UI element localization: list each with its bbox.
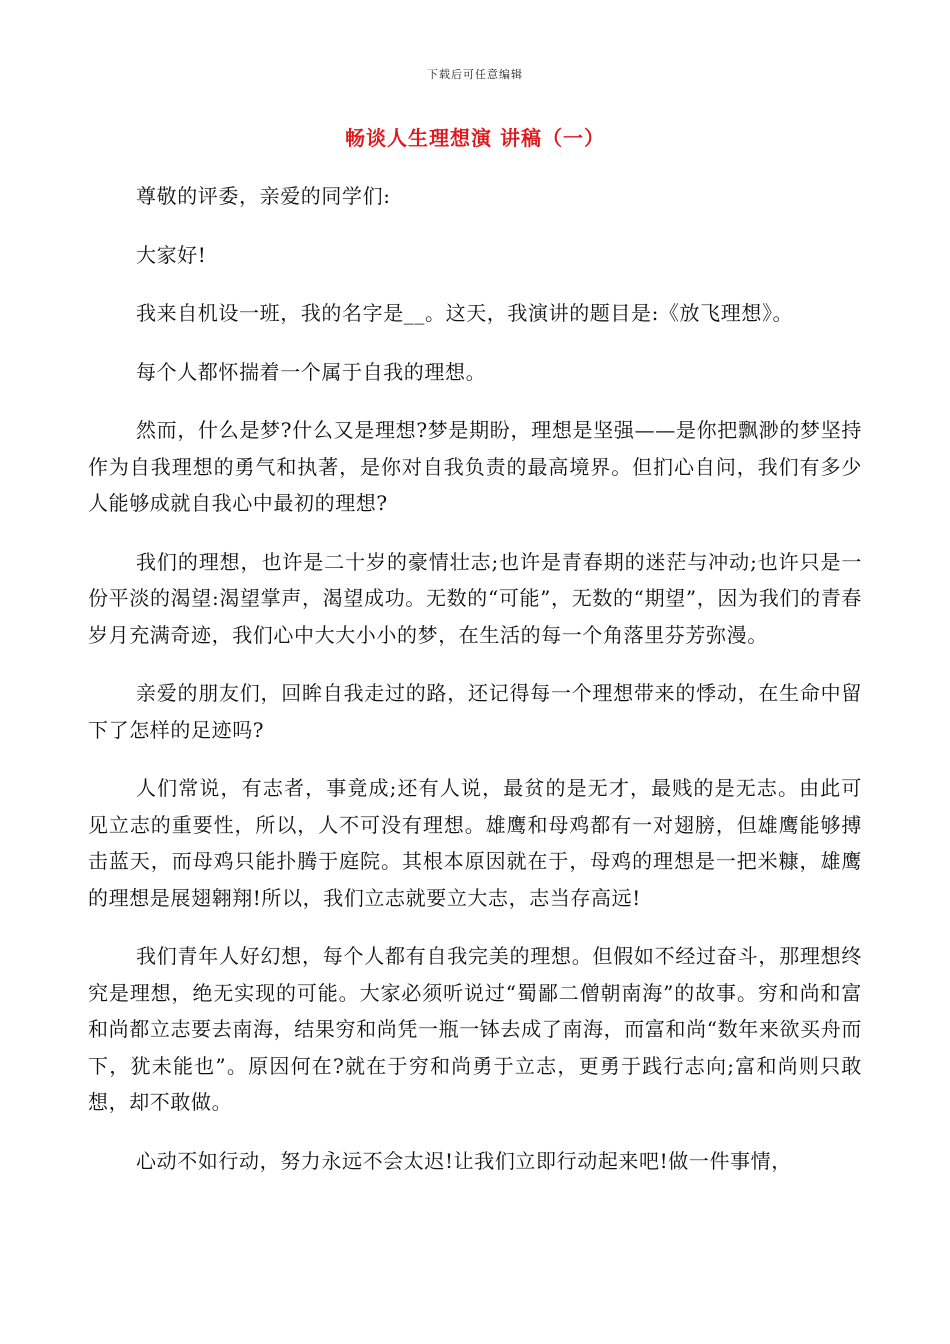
paragraph: 人们常说，有志者，事竟成;还有人说，最贫的是无才，最贱的是无志。由此可见立志的重要性，所以，人不可没有理想。雄鹰和母鸡都有一对翅膀，但雄鹰能够搏击蓝天，而母鸡只能扑腾于庭院。其根本原因就在于，母鸡的理想是一把米糠，雄鹰的理想是展翅翱翔!所以，我们立志就要立大志，志当存高远! (88, 776, 862, 910)
paragraph: 我们的理想，也许是二十岁的豪情壮志;也许是青春期的迷茫与冲动;也许只是一份平淡的渴望:渴望掌声，渴望成功。无数的“可能”，无数的“期望”，因为我们的青春岁月充满奇迹，我们心中大大小小的梦，在生活的每一个角落里芬芳弥漫。 (88, 549, 862, 647)
paragraph: 每个人都怀揣着一个属于自我的理想。 (136, 359, 487, 384)
paragraph: 心动不如行动，努力永远不会太迟!让我们立即行动起来吧!做一件事情， (136, 1148, 792, 1173)
paragraph: 亲爱的朋友们，回眸自我走过的路，还记得每一个理想带来的悸动，在生命中留下了怎样的足迹吗? (88, 681, 862, 742)
paragraph-introduction: 我来自机设一班，我的名字是__。这天，我演讲的题目是:《放飞理想》。 (136, 301, 794, 325)
document-title: 畅谈人生理想演 讲稿（一） (345, 126, 605, 150)
paragraph-greeting: 大家好! (136, 242, 207, 267)
document-body (88, 178, 862, 1201)
paragraph-salutation: 尊敬的评委，亲爱的同学们: (136, 184, 391, 208)
paragraph: 我们青年人好幻想，每个人都有自我完美的理想。但假如不经过奋斗，那理想终究是理想，绝无实现的可能。大家必须听说过“蜀鄙二僧朝南海”的故事。穷和尚和富和尚都立志要去南海，结果穷和尚凭一瓶一钵去成了南海，而富和尚“数年来欲买舟而下，犹未能也”。原因何在?就在于穷和尚勇于立志，更勇于践行志向;富和尚则只敢想，却不敢做。 (88, 944, 862, 1114)
paragraph: 然而，什么是梦?什么又是理想?梦是期盼，理想是坚强——是你把飘渺的梦坚持作为自我理想的勇气和执著，是你对自我负责的最高境界。但扪心自问，我们有多少人能够成就自我心中最初的理想? (88, 418, 862, 515)
header-note: 下载后可任意编辑 (427, 68, 523, 81)
